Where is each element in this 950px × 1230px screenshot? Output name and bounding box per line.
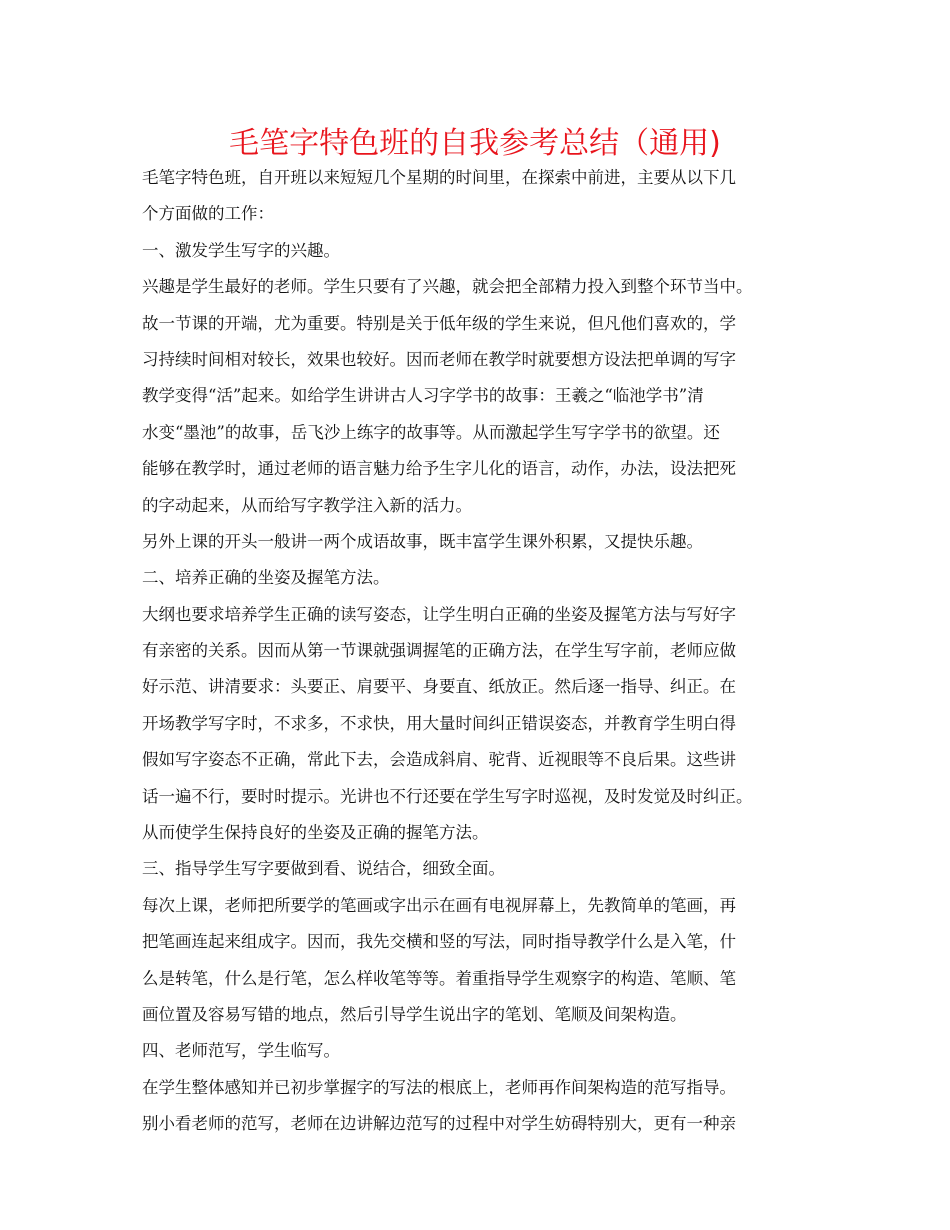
text-line: 好示范、讲清要求：头要正、肩要平、身要直、纸放正。然后逐一指导、纠正。在 — [142, 677, 736, 697]
text-line: 的字动起来，从而给写字教学注入新的活力。 — [142, 495, 472, 515]
text-line: 把笔画连起来组成字。因而，我先交横和竖的写法，同时指导教学什么是入笔，什 — [142, 932, 736, 952]
text-line: 大纲也要求培养学生正确的读写姿态，让学生明白正确的坐姿及握笔方法与写好字 — [142, 604, 736, 624]
text-line: 教学变得“活”起来。如给学生讲讲古人习字学书的故事：王羲之“临池学书”清 — [142, 386, 704, 406]
text-line: 个方面做的工作： — [142, 204, 274, 224]
text-line: 在学生整体感知并已初步掌握字的写法的根底上，老师再作间架构造的范写指导。 — [142, 1077, 736, 1097]
text-line: 能够在教学时，通过老师的语言魅力给予生字儿化的语言，动作，办法，设法把死 — [142, 459, 736, 479]
document-body — [142, 160, 826, 1143]
text-line: 从而使学生保持良好的坐姿及正确的握笔方法。 — [142, 823, 489, 843]
text-line: 二、培养正确的坐姿及握笔方法。 — [142, 568, 390, 588]
text-line: 话一遍不行，要时时提示。光讲也不行还要在学生写字时巡视，及时发觉及时纠正。 — [142, 786, 753, 806]
text-line: 么是转笔，什么是行笔，怎么样收笔等等。着重指导学生观察字的构造、笔顺、笔 — [142, 968, 736, 988]
text-line: 水变“墨池”的故事，岳飞沙上练字的故事等。从而激起学生写字学书的欲望。还 — [142, 422, 720, 442]
text-line: 一、激发学生写字的兴趣。 — [142, 240, 340, 260]
text-line: 假如写字姿态不正确，常此下去，会造成斜肩、驼背、近视眼等不良后果。这些讲 — [142, 750, 736, 770]
text-line: 每次上课，老师把所要学的笔画或字出示在画有电视屏幕上，先教简单的笔画，再 — [142, 895, 736, 915]
text-line: 四、老师范写，学生临写。 — [142, 1041, 340, 1061]
text-line: 开场教学写字时，不求多，不求快，用大量时间纠正错误姿态，并教育学生明白得 — [142, 713, 736, 733]
text-line: 习持续时间相对较长，效果也较好。因而老师在教学时就要想方设法把单调的写字 — [142, 349, 736, 369]
text-line: 另外上课的开头一般讲一两个成语故事，既丰富学生课外积累，又提快乐趣。 — [142, 531, 703, 551]
text-line: 有亲密的关系。因而从第一节课就强调握笔的正确方法，在学生写字前，老师应做 — [142, 641, 736, 661]
document-title: 毛笔字特色班的自我参考总结（通用) — [229, 126, 721, 161]
text-line: 故一节课的开端，尤为重要。特别是关于低年级的学生来说，但凡他们喜欢的，学 — [142, 313, 736, 333]
text-line: 兴趣是学生最好的老师。学生只要有了兴趣，就会把全部精力投入到整个环节当中。 — [142, 277, 753, 297]
text-line: 三、指导学生写字要做到看、说结合，细致全面。 — [142, 859, 505, 879]
text-line: 画位置及容易写错的地点，然后引导学生说出字的笔划、笔顺及间架构造。 — [142, 1004, 687, 1024]
text-line: 别小看老师的范写，老师在边讲解边范写的过程中对学生妨碍特别大，更有一种亲 — [142, 1114, 736, 1134]
text-line: 毛笔字特色班，自开班以来短短几个星期的时间里，在探索中前进，主要从以下几 — [142, 168, 736, 187]
